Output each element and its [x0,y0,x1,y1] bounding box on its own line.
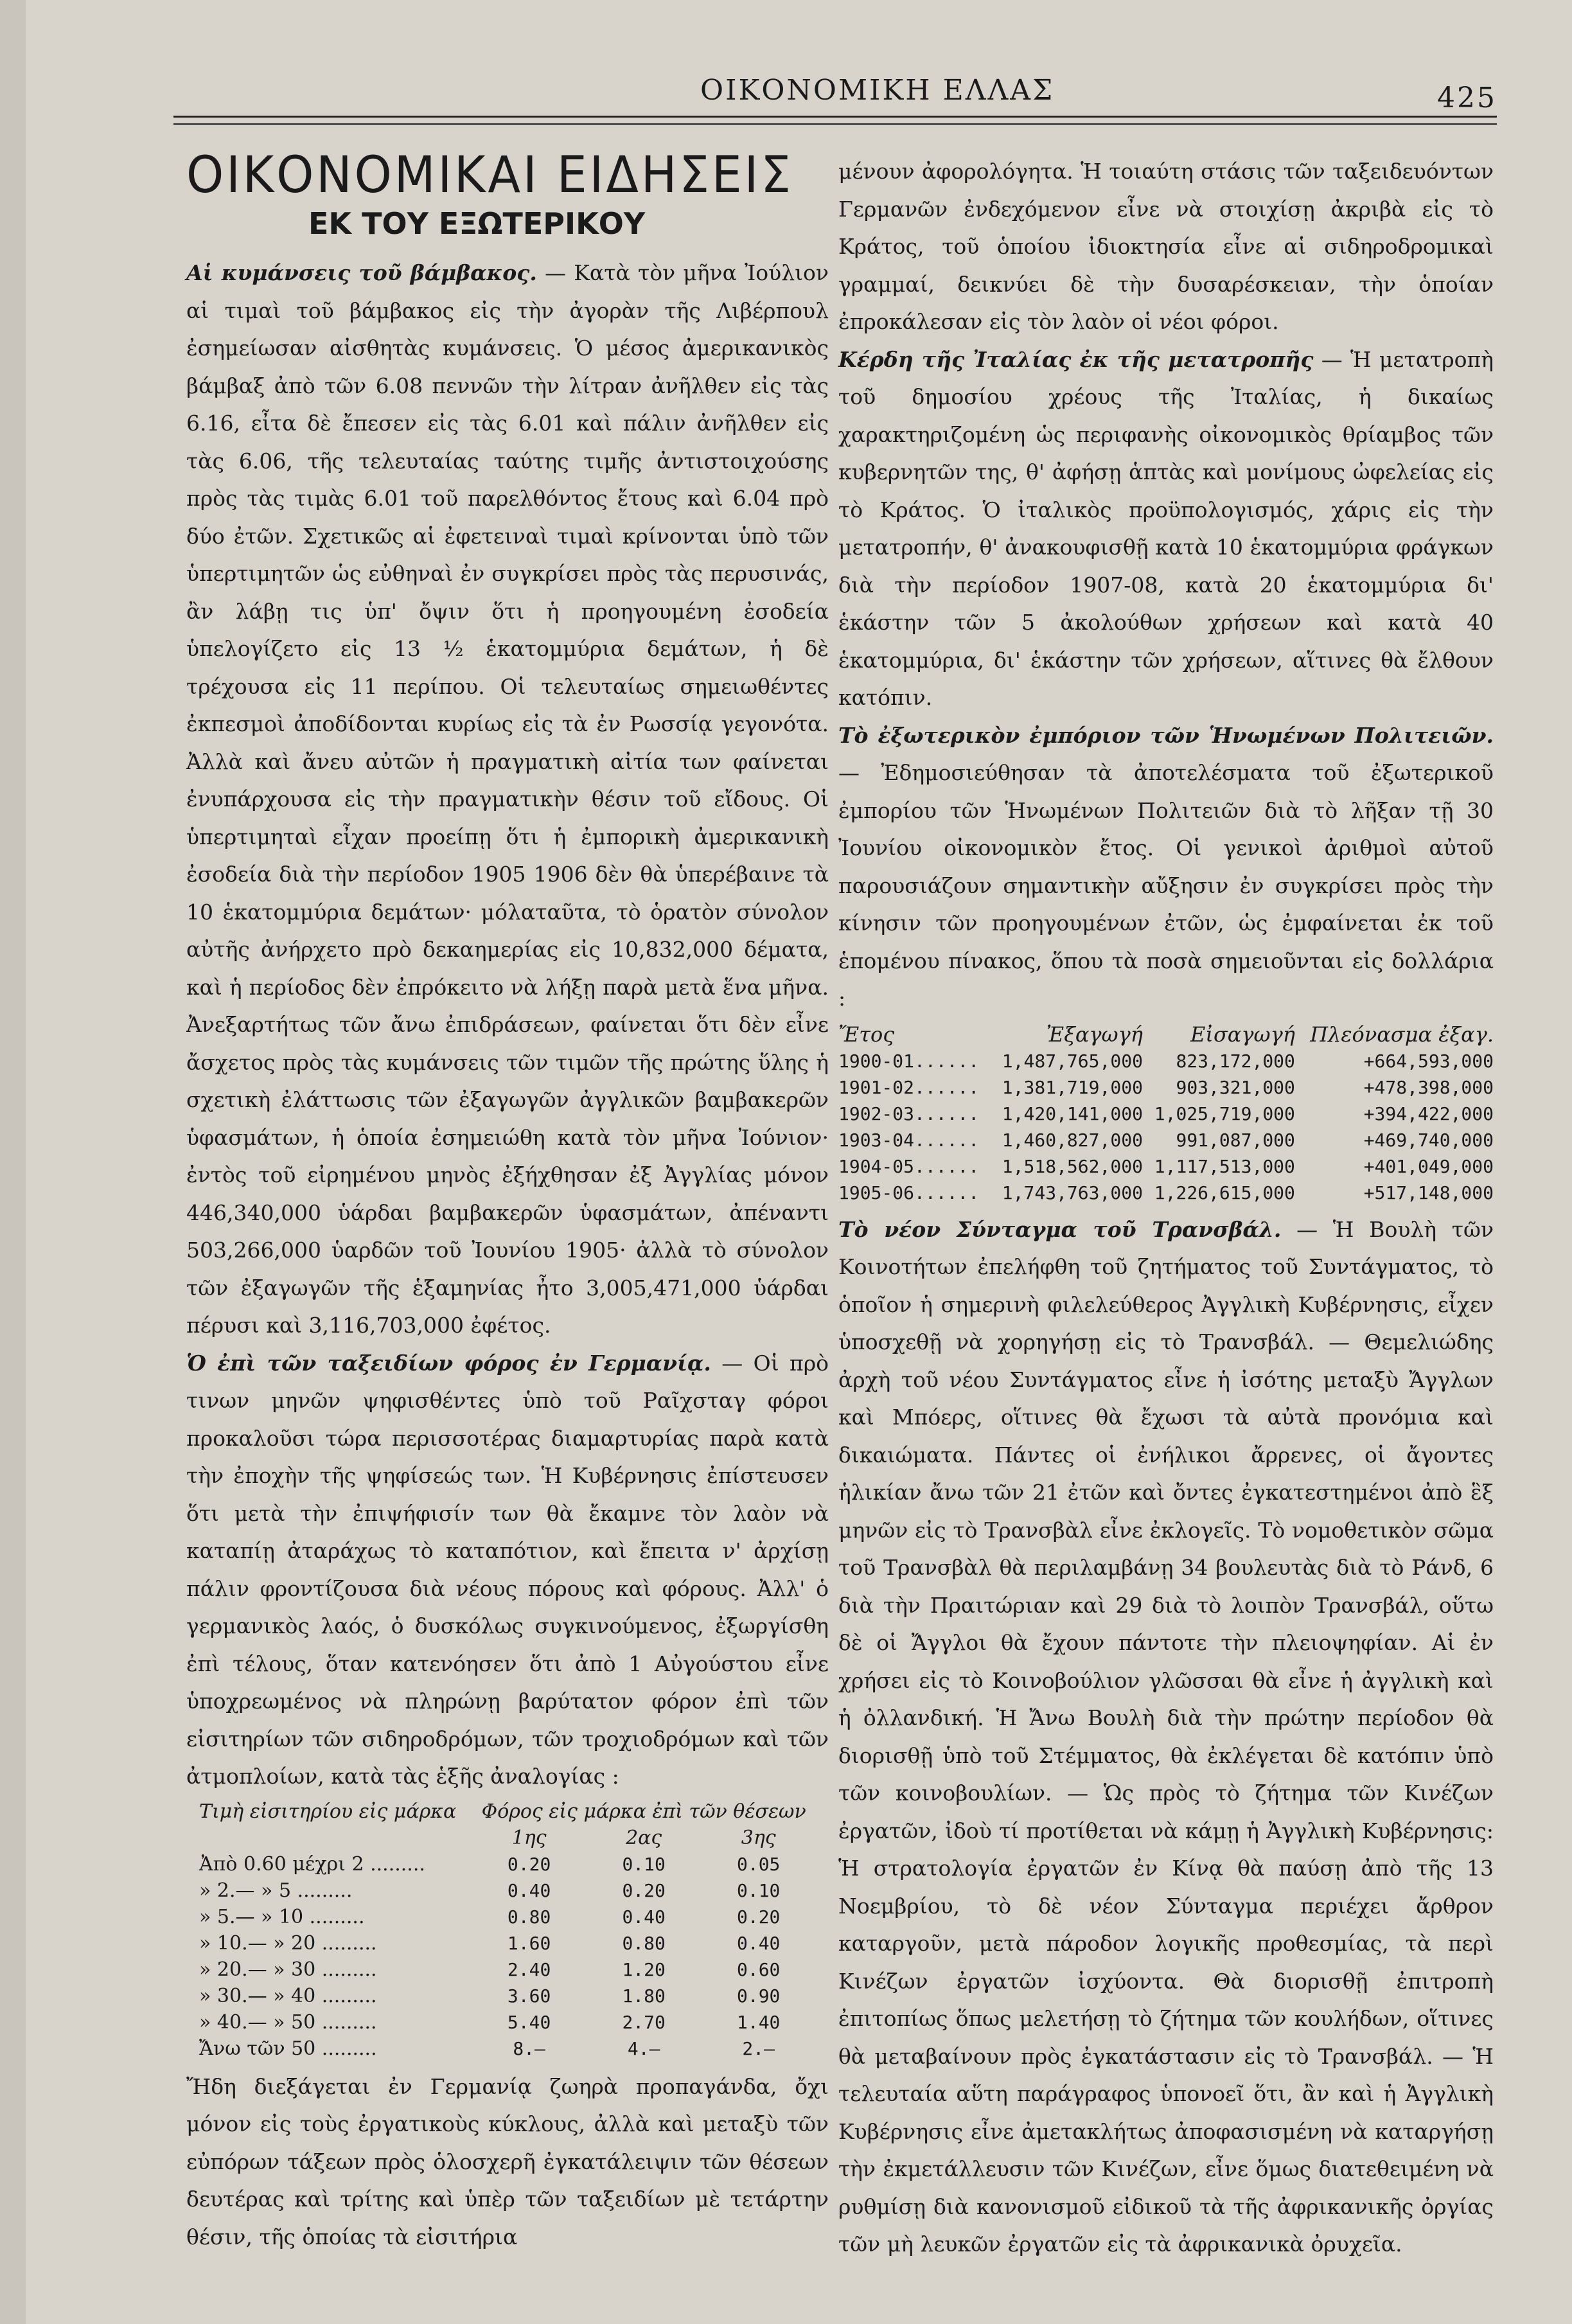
article-us-trade-body: — Ἐδημοσιεύθησαν τὰ ἀποτελέσματα τοῦ ἐξωτερικοῦ ἐμπορίου τῶν Ἡνωμένων Πολιτειῶν διὰ τὸ λῆξαν τῇ 30 Ἰουνίου οἰκονομικὸν ἔτος. Οἱ γενικοὶ ἀριθμοὶ αὐτοῦ παρουσιάζουν σημαντικὴν αὔξησιν ἐν συγκρίσει πρὸς τὴν κίνησιν τῶν προηγουμένων ἐτῶν, ὡς ἐμφαίνεται ἐκ τοῦ ἑπομένου πίνακος, ὅπου τὰ ποσὰ σημειοῦνται εἰς δολλάρια : [838,760,1494,1011]
page-header [173,74,1497,112]
trade-head-surplus: Πλεόνασμα ἐξαγ. [1310,1022,1494,1047]
article-german-travel-tax-body: — Οἱ πρὸ τινων μηνῶν ψηφισθέντες ὑπὸ τοῦ Ραῖχσταγ φόροι προκαλοῦσι τώρα περισσοτέρας διαμαρτυρίας παρὰ κατὰ τὴν ἐποχὴν τῆς ψηφίσεώς των. Ἡ Κυβέρνησις ἐπίστευσεν ὅτι μετὰ τὴν ἐπιψήφισίν των θὰ ἔκαμνε τὸν λαὸν νὰ καταπίῃ ἀταράχως τὸ καταπότιον, καὶ ἔπειτα ν' ἀρχίσῃ πάλιν φροντίζουσα διὰ νέους πόρους καὶ φόρους. Ἀλλ' ὁ γερμανικὸς λαός, ὁ δυσκόλως συγκινούμενος, ἐξωργίσθη ἐπὶ τέλους, ὅταν κατενόησεν ὅτι ἀπὸ 1 Αὐγούστου εἶνε ὑποχρεωμένος νὰ πληρώνῃ βαρύτατον φόρον ἐπὶ τῶν εἰσιτηρίων τῶν σιδηροδρόμων, τῶν τροχιοδρόμων καὶ τῶν ἀτμοπλοίων, κατὰ τὰς ἑξῆς ἀναλογίας : [186,1350,829,1789]
article-us-trade [838,717,1494,1018]
article-transvaal-constitution-heading: Τὸ νέον Σύνταγμα τοῦ Τρανσβάλ. [838,1216,1282,1242]
article-italy-conversion [838,341,1494,717]
header-rule-thin [173,123,1497,125]
trade-table-head-row [838,1022,1494,1048]
article-cotton-heading: Αἱ κυμάνσεις τοῦ βάμβακος. [186,260,537,285]
article-cotton [186,254,829,1345]
article-cotton-body: — Κατὰ τὸν μῆνα Ἰούλιον αἱ τιμαὶ τοῦ βάμβακος εἰς τὴν ἀγορὰν τῆς Λιβέρπουλ ἐσημείωσαν αἰσθητὰς κυμάνσεις. Ὁ μέσος ἀμερικανικὸς βάμβαξ ἀπὸ τῶν 6.08 πεννῶν τὴν λίτραν ἀνῆλθεν εἰς τὰς 6.16, εἶτα δὲ ἔπεσεν εἰς τὰς 6.01 καὶ πάλιν ἀνῆλθεν εἰς τὰς 6.06, τῆς τελευταίας ταύτης τιμῆς ἀντιστοιχούσης πρὸς τὰς τιμὰς 6.01 τοῦ παρελθόντος ἔτους καὶ 6.04 πρὸ δύο ἐτῶν. Σχετικῶς αἱ ἐφετειναὶ τιμαὶ κρίνονται ὑπὸ τῶν ὑπερτιμητῶν ὡς εὐθηναὶ ἐν συγκρίσει πρὸς τὰς περυσινάς, ἂν λάβῃ τις ὑπ' ὄψιν ὅτι ἡ προηγουμένη ἐσοδεία ὑπελογίζετο εἰς 13 ½ ἑκατομμύρια δεμάτων, ἡ δὲ τρέχουσα εἰς 11 περίπου. Οἱ τελευταίως σημειωθέντες ἐκπεσμοὶ ἀποδίδονται κυρίως εἰς τὰ ἐν Ρωσσίᾳ γεγονότα. Ἀλλὰ καὶ ἄνευ αὐτῶν ἡ πραγματικὴ αἰτία των φαίνεται ἐνυπάρχουσα εἰς τὴν πραγματικὴν θέσιν τοῦ εἴδους. Οἱ ὑπερτιμηταὶ εἶχαν προείπῃ ὅτι ἡ ἐμπορικὴ ἀμερικανικὴ ἐσοδεία διὰ τὴν περίοδον 1905 1906 δὲν θὰ ὑπερέβαινε τὰ 10 ἑκατομμύρια δεμάτων· μόλαταῦτα, τὸ ὁρατὸν σύνολον αὐτῆς ἀνήρχετο πρὸ δεκαημερίας εἰς 10,832,000 δέματα, καὶ ἡ περίοδος δὲν ἐπρόκειτο νὰ λήξῃ παρὰ μετὰ ἕνα μῆνα. Ἀνεξαρτήτως τῶν ἄνω ἐπιδράσεων, φαίνεται ὅτι δὲν εἶνε ἄσχετος πρὸς τὰς κυμάνσεις τῶν τιμῶν τῆς πρώτης ὕλης ἡ σχετικὴ ἐλάττωσις τῶν ἐξαγωγῶν ἀγγλικῶν βαμβακερῶν ὑφασμάτων, ἡ ὁποία ἐσημειώθη κατὰ τὸν μῆνα Ἰούνιον· ἐντὸς τοῦ εἰρημένου μηνὸς ἐξήχθησαν ἐξ Ἀγγλίας μόνον 446,340,000 ὑάρδαι βαμβακερῶν ὑφασμάτων, ἀπέναντι 503,266,000 ὑαρδῶν τοῦ Ἰουνίου 1905· ἀλλὰ τὸ σύνολον τῶν ἐξαγωγῶν τῆς ἑξαμηνίας ἦτο 3,005,471,000 ὑάρδαι πέρυσι καὶ 3,116,703,000 ἐφέτος. [186,260,829,1338]
article-german-travel-tax [186,1345,829,1796]
tax-head-tax: Φόρος εἰς μάρκα ἐπὶ τῶν θέσεων [481,1800,806,1823]
trade-head-year: Ἔτος [838,1022,895,1047]
article-german-travel-tax-continued: Ἤδη διεξάγεται ἐν Γερμανίᾳ ζωηρὰ προπαγάνδα, ὄχι μόνον εἰς τοὺς ἐργατικοὺς κύκλους, ἀλλὰ καὶ μεταξὺ τῶν εὐπόρων τάξεων πρὸς ὁλοσχερῆ ἐγκατάλειψιν τῶν θέσεων δευτέρας καὶ τρίτης καὶ ὑπὲρ τῶν ταξειδίων μὲ τετάρτην θέσιν, τῆς ὁποίας τὰ εἰσιτήρια [186,2073,829,2249]
table-row: » 10.— » 20 ......... 1.60 0.80 0.40 [199,1931,781,1955]
article-german-travel-tax-end: μένουν ἀφορολόγητα. Ἡ τοιαύτη στάσις τῶν ταξειδευόντων Γερμανῶν ἐνδεχόμενον εἶνε νὰ στοιχίσῃ ἀκριβὰ εἰς τὸ Κράτος, τοῦ ὁποίου ἰδιοκτησία εἶνε αἱ σιδηροδρομικαὶ γραμμαί, δεικνύει δὲ τὴν δυσαρέσκειαν, τὴν ὁποίαν ἐπροκάλεσαν εἰς τὸν λαὸν οἱ νέοι φόροι. [838,159,1494,334]
table-row: 1902-03...... 1,420,141,000 1,025,719,000 +394,422,000 [838,1103,1494,1124]
article-transvaal-constitution [838,1211,1494,2264]
tax-head-price: Τιμὴ εἰσιτηρίου εἰς μάρκα [199,1800,457,1823]
running-title: ΟΙΚΟΝΟΜΙΚΗ ΕΛΛΑΣ [700,74,1055,107]
article-german-travel-tax-heading: Ὁ ἐπὶ τῶν ταξειδίων φόρος ἐν Γερμανίᾳ. [186,1350,711,1376]
table-row: 1903-04...... 1,460,827,000 991,087,000 +469,740,000 [838,1129,1494,1151]
article-transvaal-constitution-body: — Ἡ Βουλὴ τῶν Κοινοτήτων ἐπελήφθη τοῦ ζητήματος τοῦ Συντάγματος, τὸ ὁποῖον ἡ σημερινὴ φιλελεύθερος Ἀγγλικὴ Κυβέρνησις, εἶχεν ὑποσχεθῇ νὰ χορηγήσῃ εἰς τὸ Τρανσβάλ. — Θεμελιώδης ἀρχὴ τοῦ νέου Συντάγματος εἶνε ἡ ἰσότης μεταξὺ Ἄγγλων καὶ Μπόερς, οἵτινες θὰ ἔχωσι τὰ αὐτὰ προνόμια καὶ δικαιώματα. Πάντες οἱ ἐνήλικοι ἄρρενες, οἱ ἄγοντες ἡλικίαν ἄνω τῶν 21 ἐτῶν καὶ ὄντες ἐγκατεστημένοι ἀπὸ ἓξ μηνῶν εἰς τὸ Τρανσβὰλ εἶνε ἐκλογεῖς. Τὸ νομοθετικὸν σῶμα τοῦ Τρανσβὰλ θὰ περιλαμβάνῃ 34 βουλευτὰς διὰ τὸ Ράνδ, 6 διὰ τὴν Πραιτώριαν καὶ 29 διὰ τὸ λοιπὸν Τρανσβάλ, οὕτω δὲ οἱ Ἄγγλοι θὰ ἔχουν πάντοτε τὴν πλειοψηφίαν. Αἱ ἐν χρήσει εἰς τὸ Κοινοβούλιον γλῶσσαι θὰ εἶνε ἡ ἀγγλικὴ καὶ ἡ ὀλλανδική. Ἡ Ἄνω Βουλὴ διὰ τὴν πρώτην περίοδον θὰ διορισθῇ ὑπὸ τοῦ Στέμματος, θὰ ἐκλέγεται δὲ κατόπιν ὑπὸ τῶν κοινοβουλίων. — Ὡς πρὸς τὸ ζήτημα τῶν Κινέζων ἐργατῶν, ἰδοὺ τί προτίθεται νὰ κάμῃ ἡ Ἀγγλικὴ Κυβέρνησις: Ἡ στρατολογία ἐργατῶν ἐν Κίνᾳ θὰ παύσῃ ἀπὸ τῆς 13 Νοεμβρίου, τὸ δὲ νέον Σύνταγμα περιέχει ἄρθρον καταργοῦν, μετὰ πάροδον λογικῆς προθεσμίας, τὰ περὶ Κινέζων ἐργατῶν ἰσχύοντα. Θὰ διορισθῇ ἐπιτροπὴ ἐπιτοπίως ὅπως μελετήσῃ τὸ ζήτημα τῶν κουλήδων, οἵτινες θὰ μεταβαίνουν πρὸς ἐγκατάστασιν εἰς τὸ Τρανσβάλ. — Ἡ τελευταία αὕτη παράγραφος ὑπονοεῖ ὅτι, ἂν καὶ ἡ Ἀγγλικὴ Κυβέρνησις εἶνε ἀμετακλήτως ἀποφασισμένη νὰ καταργήσῃ τὴν ἐκμετάλλευσιν τῶν Κινέζων, εἶνε ὅμως διατεθειμένη νὰ ρυθμίσῃ διὰ κανονισμοῦ εἰδικοῦ τὰ τῆς ἀφρικανικῆς ὀργίας τῶν μὴ λευκῶν ἐργατῶν εἰς τὰ ἀφρικανικὰ ὀρυχεῖα. [838,1216,1494,2257]
section-title: ΟΙΚΟΝΟΜΙΚΑΙ ΕΙΔΗΣΕΙΣ [186,146,793,204]
table-row: » 5.— » 10 ......... 0.80 0.40 0.20 [199,1905,781,1928]
tax-class-2: 2ας [626,1826,662,1849]
table-row: 1901-02...... 1,381,719,000 903,321,000 +478,398,000 [838,1076,1494,1098]
table-row: » 30.— » 40 ......... 3.60 1.80 0.90 [199,1984,781,2007]
ticket-tax-table [199,1798,816,2062]
left-column [186,148,829,2256]
table-row: » 20.— » 30 ......... 2.40 1.20 0.60 [199,1958,781,1981]
tax-class-3: 3ης [741,1826,776,1849]
page [26,0,1572,2324]
table-row: Ἄνω τῶν 50 ......... 8.— 4.— 2.— [199,2037,775,2060]
table-row: 1905-06...... 1,743,763,000 1,226,615,000 +517,148,000 [838,1182,1494,1203]
article-italy-conversion-heading: Κέρδη τῆς Ἰταλίας ἐκ τῆς μετατροπῆς [838,346,1314,372]
article-italy-conversion-body: — Ἡ μετατροπὴ τοῦ δημοσίου χρέους τῆς Ἰταλίας, ἡ δικαίως χαρακτηριζομένη ὡς περιφανὴς οἰκονομικὸς θρίαμβος τῶν κυβερνητῶν της, θ' ἀφήσῃ ἁπτὰς καὶ μονίμους ὠφελείας εἰς τὸ Κράτος. Ὁ ἰταλικὸς προϋπολογισμός, χάρις εἰς τὴν μετατροπήν, θ' ἀνακουφισθῇ κατὰ 10 ἑκατομμύρια φράγκων διὰ τὴν περίοδον 1907-08, κατὰ 20 ἑκατομμύρια δι' ἑκάστην τῶν 5 ἀκολούθων χρήσεων καὶ κατὰ 40 ἑκατομμύρια, δι' ἑκάστην τῶν χρήσεων, αἵτινες θὰ ἔλθουν κατόπιν. [838,346,1494,710]
us-trade-table [838,1022,1494,1206]
right-column [838,153,1494,2264]
trade-head-import: Εἰσαγωγή [1190,1022,1295,1047]
tax-table-head-row [199,1798,816,1825]
trade-head-export: Ἐξαγωγή [1046,1022,1143,1047]
tax-table-class-row [199,1825,816,1851]
table-row: » 2.— » 5 ......... 0.40 0.20 0.10 [199,1879,781,1902]
page-number: 425 [1437,82,1497,114]
tax-class-1: 1ης [511,1826,547,1849]
table-row: 1900-01...... 1,487,765,000 823,172,000 +664,593,000 [838,1050,1494,1072]
table-row: » 40.— » 50 ......... 5.40 2.70 1.40 [199,2010,781,2034]
table-row: Ἀπὸ 0.60 μέχρι 2 ......... 0.20 0.10 0.05 [199,1852,781,1876]
section-subtitle: ΕΚ ΤΟΥ ΕΞΩΤΕΡΙΚΟΥ [308,206,646,241]
header-rule [173,116,1497,118]
table-row: 1904-05...... 1,518,562,000 1,117,513,000 +401,049,000 [838,1155,1494,1177]
article-us-trade-heading: Τὸ ἐξωτερικὸν ἐμπόριον τῶν Ἡνωμένων Πολιτειῶν. [838,722,1494,748]
